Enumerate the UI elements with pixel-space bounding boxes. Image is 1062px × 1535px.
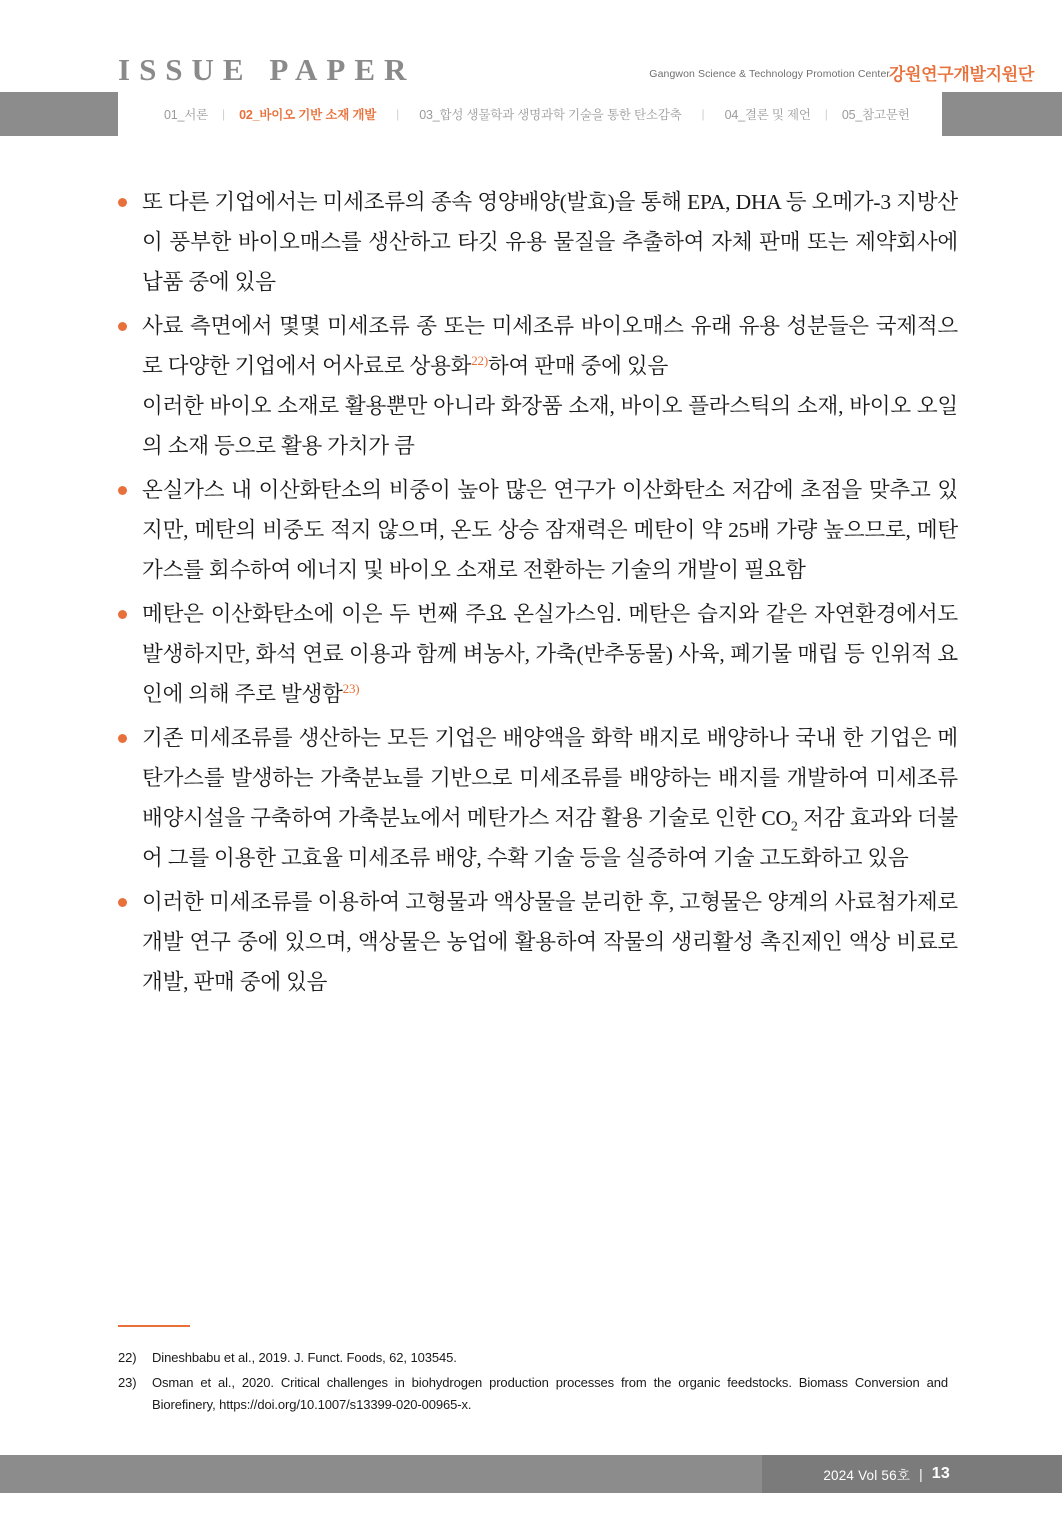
- list-item: [110, 718, 958, 878]
- footnote-divider: [118, 1325, 190, 1327]
- page-title: ISSUE PAPER: [118, 52, 416, 87]
- list-item: [110, 594, 958, 714]
- nav-item-04[interactable]: 04_결론 및 제언: [724, 108, 811, 122]
- footnote-marker-22[interactable]: 22): [471, 352, 488, 368]
- page-header: [0, 0, 1062, 140]
- list-item: [110, 470, 958, 590]
- list-item-paragraph: 이러한 바이오 소재로 활용뿐만 아니라 화장품 소재, 바이오 플라스틱의 소재, 바이오 오일의 소재 등으로 활용 가치가 큼: [142, 394, 958, 458]
- footnote-number: 23): [118, 1375, 137, 1390]
- footnote-host-text: 사료 측면에서 몇몇 미세조류 종 또는 미세조류 바이오매스 유래 유용 성분들은 국제적으로 다양한 기업에서 어사료로 상용화: [142, 314, 958, 378]
- list-item: [110, 306, 958, 466]
- list-item-paragraph-with-footnote: [142, 594, 958, 714]
- nav-separator: |: [222, 107, 226, 121]
- list-item: [110, 882, 958, 1002]
- nav-separator: |: [824, 107, 828, 121]
- nav-item-03[interactable]: 03_합성 생물학과 생명과학 기술을 통한 탄소감축: [419, 108, 682, 122]
- nav-item-05[interactable]: 05_참고문헌: [841, 108, 910, 122]
- brand-name-korean: 강원연구개발지원단: [888, 65, 1034, 84]
- footnote-item: [118, 1372, 948, 1416]
- footnote-number: 22): [118, 1350, 137, 1365]
- list-item-paragraph-with-footnote: [142, 306, 958, 386]
- footer-volume: 2024 Vol 56호: [823, 1468, 911, 1483]
- footnote-text: Dineshbabu et al., 2019. J. Funct. Foods, 62, 103545.: [152, 1350, 457, 1365]
- document-body: [110, 182, 958, 1006]
- formula-trailing-text: 저감 효과와 더불어 그를 이용한 고효율 미세조류 배양, 수확 기술 등을 실증하여 기술 고도화하고 있음: [142, 806, 958, 870]
- footnote-marker-23[interactable]: 23): [342, 680, 360, 696]
- list-item: [110, 182, 958, 302]
- list-item-paragraph: 또 다른 기업에서는 미세조류의 종속 영양배양(발효)을 통해 EPA, DHA 등 오메가-3 지방산이 풍부한 바이오매스를 생산하고 타깃 유용 물질을 추출하여 자체 판매 또는 제약회사에 납품 중에 있음: [142, 190, 958, 294]
- nav-separator: |: [701, 107, 705, 121]
- nav-item-02[interactable]: 02_바이오 기반 소재 개발: [239, 108, 377, 122]
- footnote-host-text: 메탄은 이산화탄소에 이은 두 번째 주요 온실가스임. 메탄은 습지와 같은 자연환경에서도 발생하지만, 화석 연료 이용과 함께 벼농사, 가축(반추동물) 사육, 폐기물 매립 등 인위적 요인에 의해 주로 발생함: [142, 602, 958, 706]
- footnote-section: [118, 1325, 948, 1419]
- page-number: 13: [931, 1465, 950, 1482]
- section-nav: [118, 92, 942, 136]
- footer-divider: |: [919, 1466, 923, 1482]
- brand-name-english: Gangwon Science & Technology Promotion Center: [649, 68, 890, 80]
- nav-separator: |: [396, 107, 400, 121]
- footnote-text: Osman et al., 2020. Critical challenges in biohydrogen production processes from the organic feedstocks. Biomass Conversion and Biorefinery, https://doi.org/10.1007/s13399-020-00965-x.: [152, 1375, 948, 1412]
- formula-leading-text: 기존 미세조류를 생산하는 모든 기업은 배양액을 화학 배지로 배양하나 국내 한 기업은 메탄가스를 발생하는 가축분뇨를 기반으로 미세조류를 배양하는 배지를 개발하여 미세조류 배양시설을 구축하여 가축분뇨에서 메탄가스 저감 활용 기술로 인한 CO: [142, 726, 958, 830]
- co2-subscript: 2: [790, 819, 798, 835]
- nav-item-01[interactable]: 01_서론: [164, 108, 209, 122]
- bullet-list: [110, 182, 958, 1002]
- list-item-paragraph: 이러한 미세조류를 이용하여 고형물과 액상물을 분리한 후, 고형물은 양계의 사료첨가제로 개발 연구 중에 있으며, 액상물은 농업에 활용하여 작물의 생리활성 촉진제인 액상 비료로 개발, 판매 중에 있음: [142, 890, 958, 994]
- footnote-item: [118, 1347, 948, 1369]
- footnote-trailing-text: 하여 판매 중에 있음: [487, 354, 669, 378]
- list-item-paragraph-with-formula: [142, 718, 958, 878]
- list-item-paragraph: 온실가스 내 이산화탄소의 비중이 높아 많은 연구가 이산화탄소 저감에 초점을 맞추고 있지만, 메탄의 비중도 적지 않으며, 온도 상승 잠재력은 메탄이 약 25배 가량 높으므로, 메탄가스를 회수하여 에너지 및 바이오 소재로 전환하는 기술의 개발이 필요함: [142, 478, 958, 582]
- footer-page-block: [762, 1455, 1062, 1493]
